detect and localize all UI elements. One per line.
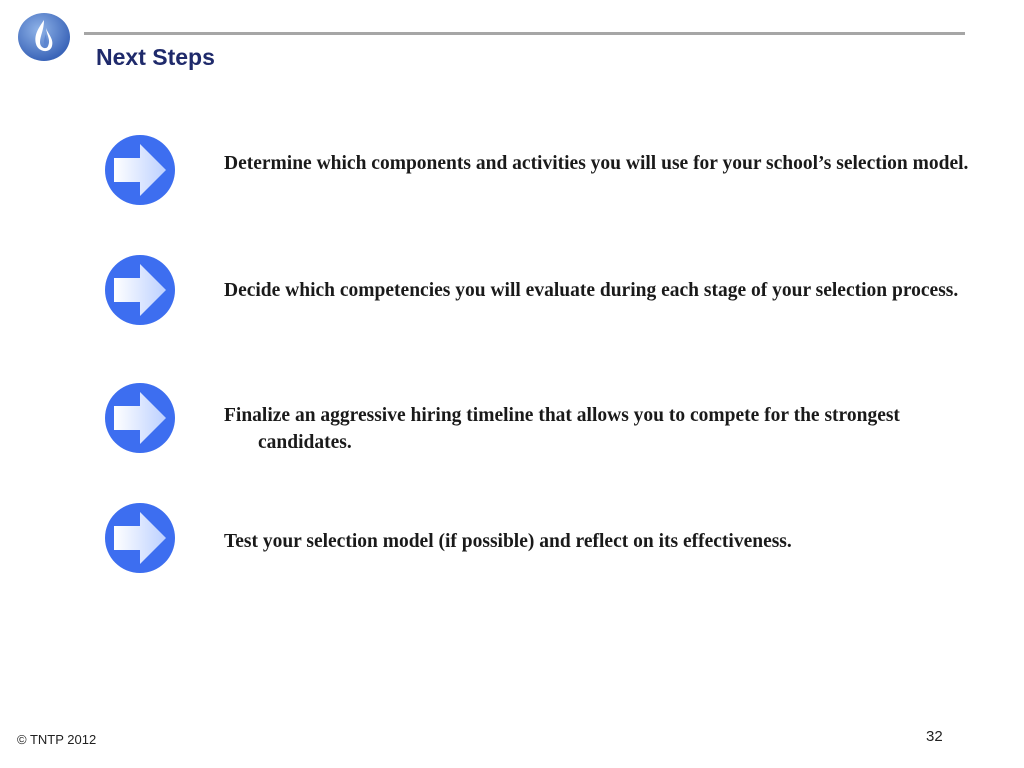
- page-title: Next Steps: [96, 44, 215, 70]
- footer-copyright: © TNTP 2012: [17, 732, 97, 747]
- header-rule: [84, 32, 965, 35]
- arrow-right-circle-icon: [104, 254, 176, 326]
- arrow-right-circle-icon: [104, 134, 176, 206]
- arrow-right-circle-icon: [104, 382, 176, 454]
- flame-logo-icon: [17, 12, 71, 62]
- page-number: 32: [926, 728, 943, 745]
- step-3-text: Finalize an aggressive hiring timeline that allows you to compete for the strongest candidates.: [224, 405, 900, 453]
- arrow-right-circle-icon: [104, 502, 176, 574]
- step-4-text: Test your selection model (if possible) and reflect on its effectiveness.: [224, 531, 792, 552]
- step-2-text: Decide which competencies you will evaluate during each stage of your selection process.: [224, 280, 959, 301]
- step-1-text: Determine which components and activities you will use for your school’s selection model.: [224, 153, 969, 174]
